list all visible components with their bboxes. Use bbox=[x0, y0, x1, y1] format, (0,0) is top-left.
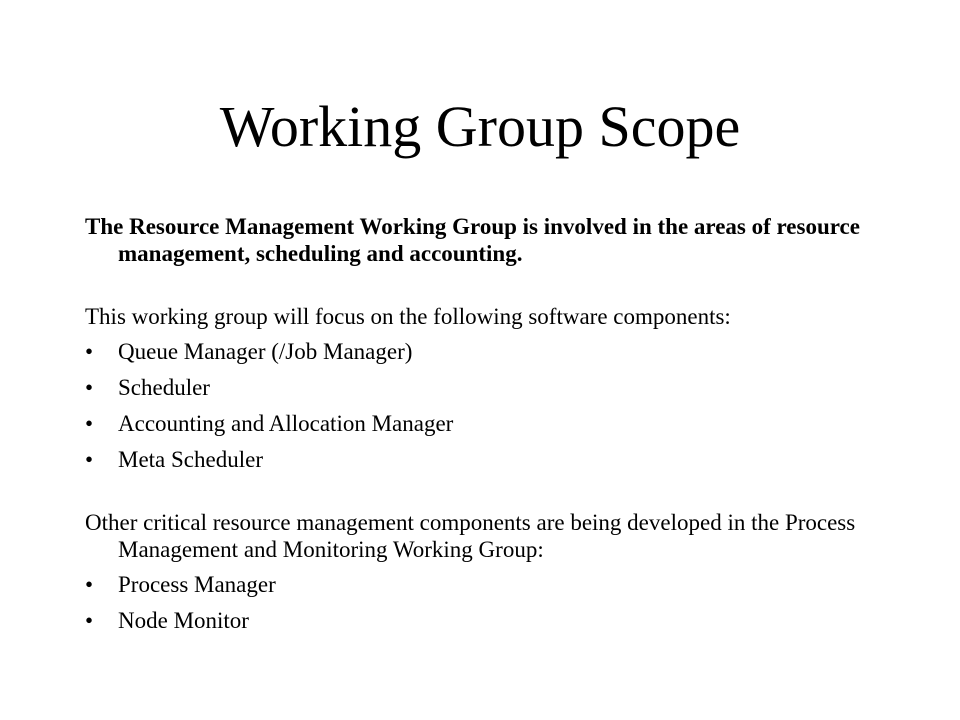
list-item bbox=[85, 446, 885, 473]
slide-body bbox=[85, 213, 885, 643]
list-item bbox=[85, 607, 885, 634]
list-item bbox=[85, 410, 885, 437]
list-item-label: Queue Manager (/Job Manager) bbox=[118, 339, 413, 364]
list-item bbox=[85, 571, 885, 598]
list-item-label: Node Monitor bbox=[118, 608, 249, 633]
bullet-icon: • bbox=[85, 375, 94, 400]
focus-component-list bbox=[85, 338, 885, 473]
bullet-icon: • bbox=[85, 339, 94, 364]
bullet-icon: • bbox=[85, 447, 94, 472]
list-item-label: Scheduler bbox=[118, 375, 210, 400]
bullet-icon: • bbox=[85, 411, 94, 436]
focus-lead-paragraph: This working group will focus on the following software components: bbox=[85, 304, 731, 329]
list-item-label: Process Manager bbox=[118, 572, 276, 597]
other-component-list bbox=[85, 571, 885, 634]
list-item-label: Meta Scheduler bbox=[118, 447, 263, 472]
spacer bbox=[85, 482, 885, 509]
list-item bbox=[85, 374, 885, 401]
list-item bbox=[85, 338, 885, 365]
bullet-icon: • bbox=[85, 572, 94, 597]
other-lead-paragraph: Other critical resource management components are being developed in the Process Management and Monitoring Working Group: bbox=[85, 510, 856, 562]
bullet-icon: • bbox=[85, 608, 94, 633]
slide-title: Working Group Scope bbox=[219, 94, 741, 159]
intro-paragraph: The Resource Management Working Group is involved in the areas of resource management, scheduling and accounting. bbox=[85, 214, 860, 266]
list-item-label: Accounting and Allocation Manager bbox=[118, 411, 454, 436]
